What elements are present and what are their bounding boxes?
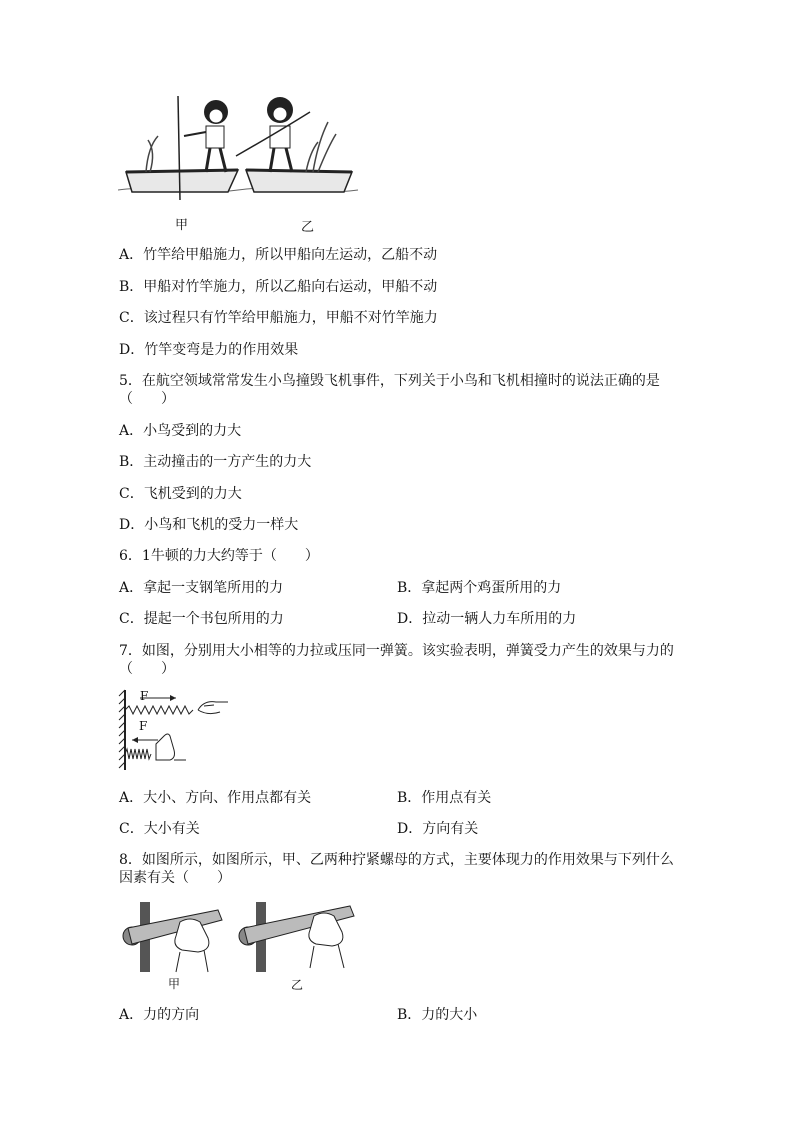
q6-option-b: B．拿起两个鸡蛋所用的力 xyxy=(397,580,562,596)
q5-option-b: B．主动撞击的一方产生的力大 xyxy=(119,454,312,470)
q4-option-a: A．竹竿给甲船施力，所以甲船向左运动，乙船不动 xyxy=(119,247,438,263)
figure-label-yi: 乙 xyxy=(301,220,315,235)
q7-stem-line2: （ ） xyxy=(119,661,175,677)
q6-stem: 6．1牛顿的力大约等于（ ） xyxy=(119,548,319,564)
q5-option-c: C．飞机受到的力大 xyxy=(119,486,242,502)
figure-label-jia: 甲 xyxy=(175,218,189,233)
q5-stem-line2: （ ） xyxy=(119,391,175,407)
q5-stem-line1: 5．在航空领域常常发生小鸟撞毁飞机事件，下列关于小鸟和飞机相撞时的说法正确的是 xyxy=(119,373,660,389)
q5-option-a: A．小鸟受到的力大 xyxy=(119,423,242,439)
wrench-figure xyxy=(118,902,358,974)
figure-label-jia-q8: 甲 xyxy=(168,977,181,991)
force-label-bottom: F xyxy=(139,719,148,733)
q8-stem-line2: 因素有关（ ） xyxy=(119,870,231,886)
q4-option-b: B．甲船对竹竿施力，所以乙船向右运动，甲船不动 xyxy=(119,279,438,295)
figure-label-yi-q8: 乙 xyxy=(291,978,304,992)
q4-option-d: D．竹竿变弯是力的作用效果 xyxy=(119,342,299,358)
q7-option-b: B．作用点有关 xyxy=(397,790,492,806)
boats-figure xyxy=(118,92,363,204)
q7-stem-line1: 7．如图，分别用大小相等的力拉或压同一弹簧。该实验表明，弹簧受力产生的效果与力的 xyxy=(119,643,674,659)
q4-option-c: C．该过程只有竹竿给甲船施力，甲船不对竹竿施力 xyxy=(119,310,438,326)
q7-option-c: C．大小有关 xyxy=(119,821,200,837)
q7-option-a: A．大小、方向、作用点都有关 xyxy=(119,790,312,806)
spring-figure xyxy=(118,686,233,772)
q7-option-d: D．方向有关 xyxy=(397,821,479,837)
force-label-top: F xyxy=(140,689,149,703)
q8-option-b: B．力的大小 xyxy=(397,1007,478,1023)
q8-stem-line1: 8．如图所示，如图所示，甲、乙两种拧紧螺母的方式，主要体现力的作用效果与下列什么 xyxy=(119,852,674,868)
q8-option-a: A．力的方向 xyxy=(119,1007,200,1023)
q5-option-d: D．小鸟和飞机的受力一样大 xyxy=(119,517,299,533)
q6-option-a: A．拿起一支钢笔所用的力 xyxy=(119,580,284,596)
q6-option-c: C．提起一个书包所用的力 xyxy=(119,611,284,627)
q6-option-d: D．拉动一辆人力车所用的力 xyxy=(397,611,577,627)
